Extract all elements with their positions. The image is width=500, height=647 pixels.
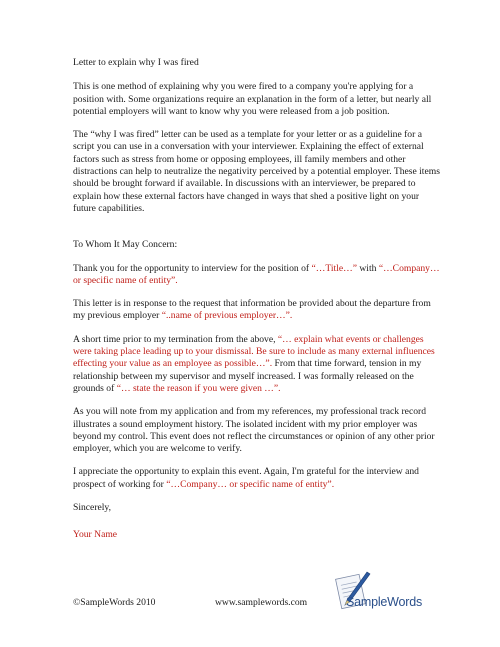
paragraph-track-record: As you will note from my application and from my references, my professional track record illustrates a sound employment history. The isolated incident with my prior employer was beyond my control. This event does not reflect the circumstances or opinion of any other prior employer, which you are welcome to verify. [73, 406, 435, 455]
thanks-with: with [356, 262, 379, 274]
paragraph-response [73, 298, 443, 323]
reason-placeholder: “… state the reason if you were given …”. [116, 382, 281, 394]
document-title: Letter to explain why I was fired [73, 57, 199, 68]
explain-events-placeholder: “… explain what events or challenges were taking place leading up to your dismissal. Be sure to include as many external influences effecting your value as an employee as possible…”. [73, 333, 435, 370]
salutation: To Whom It May Concern: [73, 239, 178, 251]
logo-wordmark: SampleWords [346, 595, 423, 609]
letter-body [73, 57, 443, 553]
previous-employer-placeholder: “..name of previous employer…”. [161, 310, 293, 322]
response-text: This letter is in response to the request that information be provided about the departure from my previous employer [73, 298, 431, 322]
company-placeholder: “…Company… or specific name of entity”. [73, 262, 440, 286]
termination-text-2: From that time forward, tension in my relationship between my supervisor and myself increased. I was formally released on the grounds of [73, 358, 422, 394]
signature-name: Your Name [73, 529, 118, 541]
paragraph-termination [73, 334, 443, 395]
closing: Sincerely, [73, 502, 112, 514]
thanks-text: Thank you for the opportunity to interview for the position of [73, 262, 312, 274]
copyright-text: ©SampleWords 2010 [73, 597, 156, 608]
intro-paragraph-1: This is one method of explaining why you were fired to a company you're applying for a position with. Some organizations require an explanation in the form of a letter, but nearly all potential employers will want to know why you were released from a job position. [73, 81, 432, 117]
paragraph-thanks [73, 263, 443, 288]
company-placeholder-2: “…Company… or specific name of entity”. [166, 478, 335, 490]
intro-paragraph-2: The “why I was fired” letter can be used as a template for your letter or as a guideline for a script you can use in a conversation with your interviewer. Explaining the effect of external factors such as stress from home or opposing employees, ill family members and other distractions can help to neutralize the negativity perceived by a potential employer. These items should be brought forward if available. In discussions with an interviewer, be prepared to explain how these external factors have changed in ways that shed a positive light on your future capabilities. [73, 129, 440, 214]
termination-text: A short time prior to my termination from the above, [73, 333, 278, 345]
title-placeholder: “…Title…” [311, 262, 357, 274]
website-url: www.samplewords.com [215, 597, 308, 608]
appreciation-text: I appreciate the opportunity to explain this event. Again, I'm grateful for the interview and prospect of working for [73, 466, 419, 490]
paragraph-appreciation [73, 466, 443, 491]
